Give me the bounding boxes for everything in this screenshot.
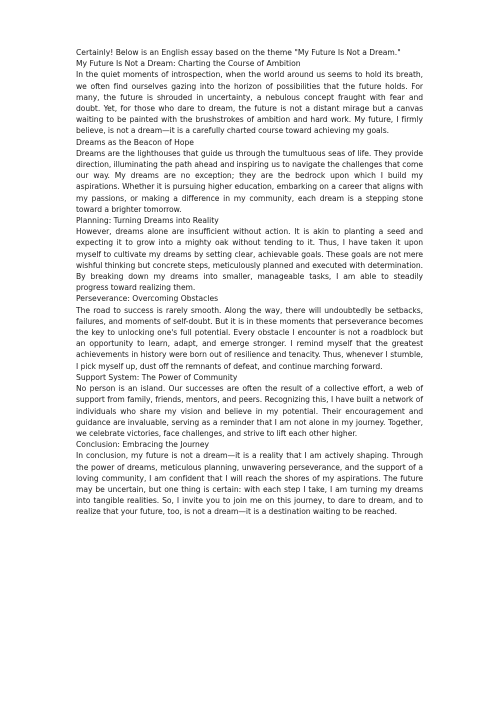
section-heading-perseverance: Perseverance: Overcoming Obstacles <box>76 294 219 304</box>
paragraph-planning: However, dreams alone are insufficient without action. It is akin to planting a seed and expecting it to grow into a mighty oak without tending to it. Thus, I have taken it upon myself to cultivate my dreams by setting clear, achievable goals. These goals are not mere wishful thinking but concrete steps, meticulously planned and executed with determination. By breaking down my dreams into smaller, manageable tasks, I am able to steadily progress toward realizing them. <box>76 227 423 293</box>
paragraph-conclusion: In conclusion, my future is not a dream—it is a reality that I am actively shaping. Through the power of dreams, meticulous planning, unwavering perseverance, and the support of a loving community, I am confident that I will reach the shores of my aspirations. The future may be uncertain, but one thing is certain: with each step I take, I am turning my dreams into tangible realities. So, I invite you to join me on this journey, to dare to dream, and to realize that your future, too, is not a dream—it is a destination waiting to be reached. <box>76 451 423 517</box>
paragraph-support: No person is an island. Our successes are often the result of a collective effort, a web of support from family, friends, mentors, and peers. Recognizing this, I have built a network of individuals who share my vision and believe in my potential. Their encouragement and guidance are invaluable, serving as a reminder that I am not alone in my journey. Together, we celebrate victories, face challenges, and strive to lift each other higher. <box>76 384 423 438</box>
section-heading-dreams: Dreams as the Beacon of Hope <box>76 137 194 147</box>
paragraph-perseverance: The road to success is rarely smooth. Along the way, there will undoubtedly be setbacks, failures, and moments of self-doubt. But it is in these moments that perseverance becomes the key to unlocking one's full potential. Every obstacle I encounter is not a roadblock but an opportunity to learn, adapt, and emerge stronger. I remind myself that the greatest achievements in history were born out of resilience and tenacity. Thus, whenever I stumble, I pick myself up, dust off the remnants of defeat, and continue marching forward. <box>76 305 423 371</box>
intro-line: Certainly! Below is an English essay based on the theme "My Future Is Not a Dream." <box>76 48 401 57</box>
essay-title: My Future Is Not a Dream: Charting the Course of Ambition <box>76 59 301 69</box>
section-heading-conclusion: Conclusion: Embracing the Journey <box>76 440 210 450</box>
section-heading-support: Support System: The Power of Community <box>76 372 238 382</box>
paragraph-dreams: Dreams are the lighthouses that guide us through the tumultuous seas of life. They provide direction, illuminating the path ahead and inspiring us to navigate the challenges that come our way. My dreams are no exception; they are the bedrock upon which I build my aspirations. Whether it is pursuing higher education, embarking on a career that aligns with my passions, or making a difference in my community, each dream is a stepping stone toward a brighter tomorrow. <box>76 148 423 214</box>
paragraph-intro: In the quiet moments of introspection, when the world around us seems to hold its breath, we often find ourselves gazing into the horizon of possibilities that the future holds. For many, the future is shrouded in uncertainty, a nebulous concept fraught with fear and doubt. Yet, for those who dare to dream, the future is not a distant mirage but a canvas waiting to be painted with the brushstrokes of ambition and hard work. My future, I firmly believe, is not a dream—it is a carefully charted course toward achieving my goals. <box>76 70 423 136</box>
section-heading-planning: Planning: Turning Dreams into Reality <box>76 216 219 226</box>
